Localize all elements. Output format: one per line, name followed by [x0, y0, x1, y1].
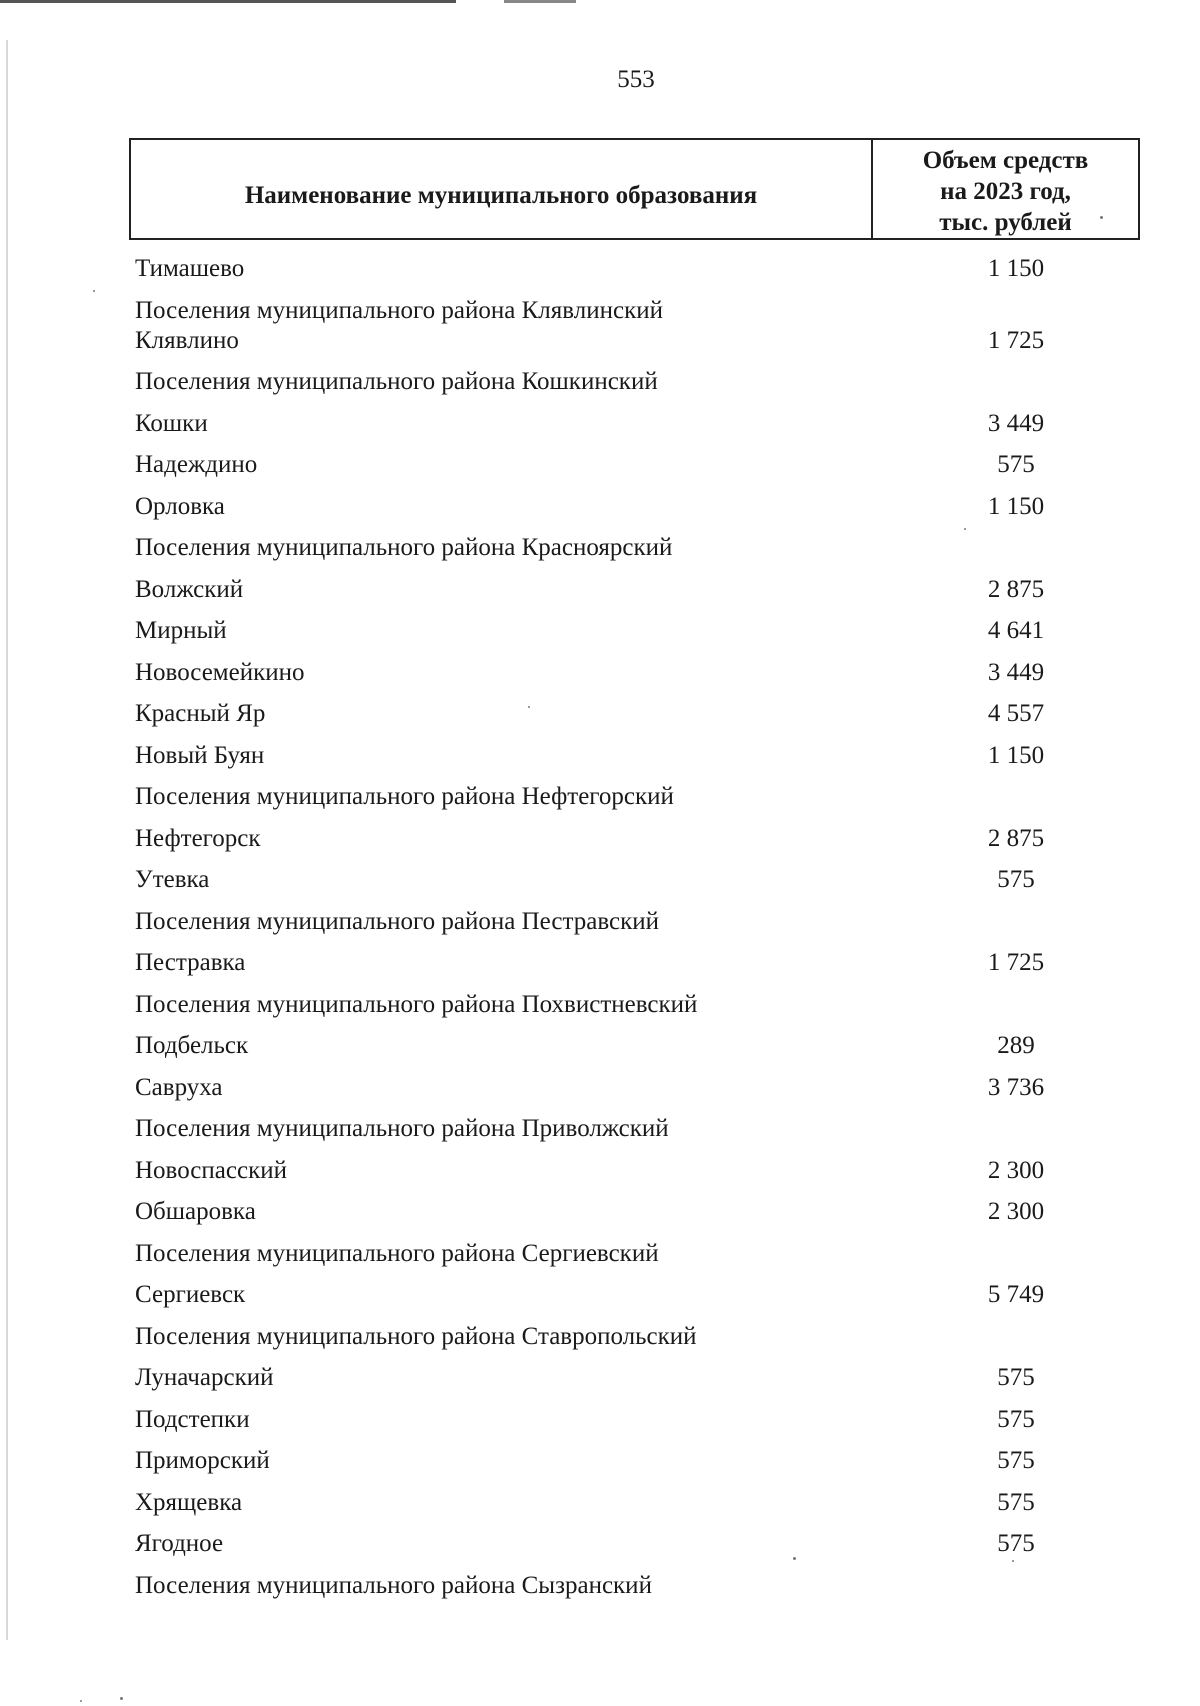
funding-value: 575 — [997, 1488, 1035, 1516]
funding-value: 2 300 — [987, 1156, 1045, 1184]
municipality-name: Красный Яр — [135, 700, 266, 727]
table-row — [135, 1352, 1145, 1394]
header-name-column: Наименование муниципального образования — [131, 140, 873, 238]
municipality-name: Орловка — [135, 492, 225, 520]
funding-value: 2 875 — [987, 824, 1045, 852]
scan-speck — [1100, 216, 1103, 219]
municipality-name-line: Клявлино — [135, 326, 239, 354]
header-volume-line: Объем средств — [922, 146, 1089, 174]
scan-edge-left — [6, 40, 8, 1640]
district-heading: Поселения муниципального района Пестравский — [135, 907, 659, 935]
table-row — [135, 688, 1145, 730]
funding-value: 4 641 — [987, 617, 1045, 644]
municipality-name: Обшаровка — [135, 1198, 256, 1225]
municipality-name: Сергиевск — [135, 1281, 246, 1308]
scan-speck — [120, 1697, 123, 1700]
scan-edge-top — [0, 0, 1200, 3]
funding-value: 575 — [997, 451, 1035, 478]
funding-value: 3 449 — [987, 409, 1045, 437]
funding-value: 1 150 — [987, 741, 1045, 769]
table-row — [135, 1144, 1145, 1186]
table-row — [135, 1476, 1145, 1518]
table-row — [135, 1518, 1145, 1560]
municipality-name: Утевка — [135, 866, 210, 893]
table-row — [135, 480, 1145, 522]
table-row — [135, 937, 1145, 979]
funding-value: 1 725 — [987, 326, 1045, 354]
scan-speck — [793, 1557, 796, 1560]
funding-value: 2 875 — [987, 575, 1045, 603]
municipality-name: Подстепки — [135, 1405, 250, 1433]
table-row — [135, 771, 1145, 813]
table-row — [135, 1186, 1145, 1228]
funding-value: 1 150 — [987, 492, 1045, 520]
table-row — [135, 284, 1145, 356]
funding-value: 575 — [997, 1530, 1035, 1557]
scan-speck — [528, 706, 530, 708]
table-row — [135, 356, 1145, 398]
funding-value: 289 — [997, 1032, 1035, 1059]
table-row — [135, 646, 1145, 688]
funding-value: 4 557 — [987, 700, 1045, 727]
municipality-name: Новоспасский — [135, 1156, 287, 1184]
table-row — [135, 1269, 1145, 1311]
table-row — [135, 812, 1145, 854]
district-heading: Поселения муниципального района Ставропольский — [135, 1322, 697, 1350]
municipality-name: Новый Буян — [135, 741, 265, 769]
table-row — [135, 895, 1145, 937]
scan-speck — [1012, 1560, 1014, 1562]
scan-speck — [964, 528, 966, 530]
scan-speck — [80, 1700, 82, 1702]
header-volume-line: на 2023 год, — [940, 177, 1071, 205]
table-header — [129, 138, 1140, 240]
header-volume-column — [873, 140, 1138, 238]
table-row — [135, 605, 1145, 647]
table-row — [135, 854, 1145, 896]
municipality-name: Новосемейкино — [135, 658, 305, 686]
table-row — [135, 1393, 1145, 1435]
municipality-name: Ягодное — [135, 1530, 224, 1557]
funding-value: 575 — [997, 1364, 1035, 1391]
table-row — [135, 1310, 1145, 1352]
funding-value: 575 — [997, 866, 1035, 893]
funding-value: 2 300 — [987, 1198, 1045, 1225]
table-body — [135, 242, 1145, 1601]
table-row — [135, 729, 1145, 771]
table-row — [135, 1020, 1145, 1062]
header-volume-line: тыс. рублей — [939, 208, 1072, 236]
table-row — [135, 1435, 1145, 1477]
table-row — [135, 439, 1145, 481]
municipality-name: Тимашево — [135, 254, 245, 282]
table-row — [135, 563, 1145, 605]
table-row — [135, 522, 1145, 564]
municipality-name: Волжский — [135, 575, 244, 603]
table-row — [135, 1061, 1145, 1103]
district-heading: Поселения муниципального района Кошкинский — [135, 368, 658, 395]
scan-speck — [93, 290, 95, 292]
table-row — [135, 1559, 1145, 1601]
funding-value: 575 — [997, 1447, 1035, 1474]
district-heading: Поселения муниципального района Нефтегорский — [135, 783, 674, 810]
municipality-name: Подбельск — [135, 1032, 249, 1059]
municipality-name: Пестравка — [135, 949, 246, 976]
district-heading: Поселения муниципального района Сергиевский — [135, 1239, 659, 1267]
municipality-name: Луначарский — [135, 1364, 274, 1391]
table-row — [135, 978, 1145, 1020]
district-heading: Поселения муниципального района Красноярский — [135, 534, 673, 561]
municipality-name: Хрящевка — [135, 1488, 243, 1516]
district-heading: Поселения муниципального района Приволжский — [135, 1115, 669, 1142]
funding-value: 1 725 — [987, 949, 1045, 976]
municipality-name: Приморский — [135, 1447, 270, 1474]
funding-value: 5 749 — [987, 1281, 1045, 1308]
funding-value: 3 449 — [987, 658, 1045, 686]
funding-value: 575 — [997, 1405, 1035, 1433]
district-heading: Поселения муниципального района Похвистневский — [135, 990, 698, 1018]
district-heading: Поселения муниципального района Сызранский — [135, 1571, 652, 1599]
table-row — [135, 242, 1145, 284]
funding-value: 1 150 — [987, 254, 1045, 282]
municipality-name: Надеждино — [135, 451, 258, 478]
funding-value: 3 736 — [987, 1073, 1045, 1101]
district-heading: Поселения муниципального района Клявлинский — [135, 296, 663, 324]
table-row — [135, 1103, 1145, 1145]
table-row — [135, 397, 1145, 439]
municipality-name — [135, 296, 895, 356]
municipality-name: Нефтегорск — [135, 824, 261, 852]
municipality-name: Савруха — [135, 1073, 223, 1101]
municipality-name: Кошки — [135, 409, 208, 437]
table-row — [135, 1227, 1145, 1269]
municipality-name: Мирный — [135, 617, 227, 644]
page-number: 553 — [617, 66, 655, 93]
